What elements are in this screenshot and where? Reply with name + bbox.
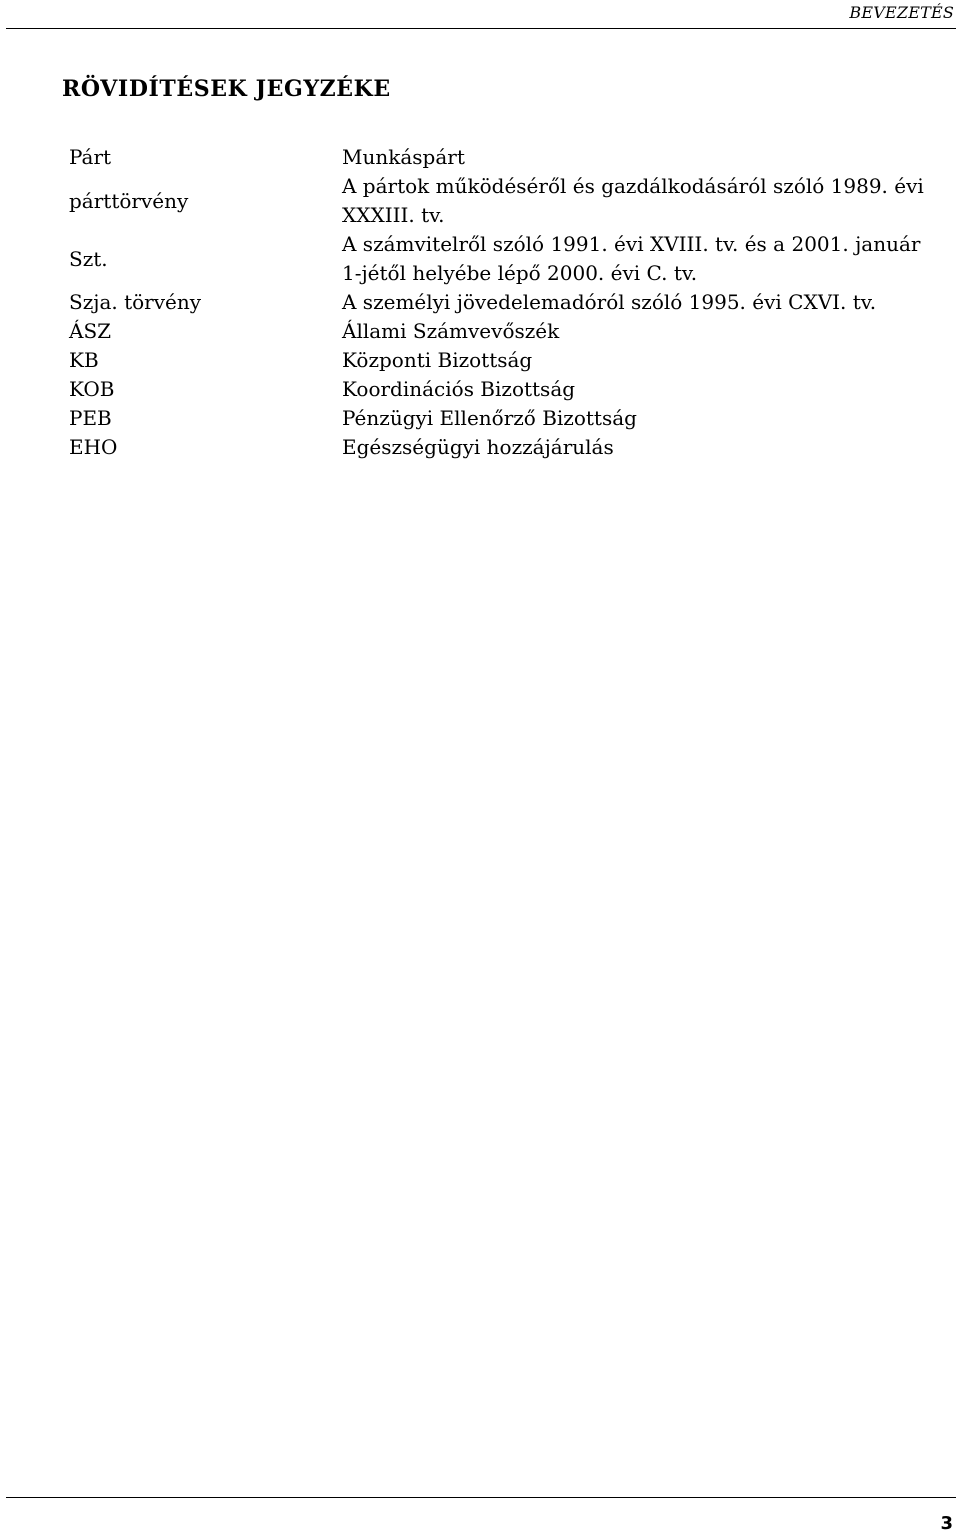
abbreviation-term: Párt xyxy=(69,145,112,169)
abbreviation-term: PEB xyxy=(69,406,112,430)
abbreviation-term: ÁSZ xyxy=(69,319,112,343)
section-title: RÖVIDÍTÉSEK JEGYZÉKE xyxy=(62,76,391,102)
table-row xyxy=(63,288,942,317)
table-row xyxy=(63,404,942,433)
abbreviation-term: Szt. xyxy=(69,246,108,271)
table-row xyxy=(63,433,942,462)
abbreviation-description: Munkáspárt xyxy=(342,145,465,169)
abbreviations-table xyxy=(63,143,942,462)
abbreviation-description: Központi Bizottság xyxy=(342,348,533,372)
table-row xyxy=(63,230,942,288)
table-row xyxy=(63,375,942,404)
table-row xyxy=(63,346,942,375)
abbreviation-term: párttörvény xyxy=(69,188,189,213)
abbreviation-description: A személyi jövedelemadóról szóló 1995. évi CXVI. tv. xyxy=(342,290,877,314)
table-row xyxy=(63,317,942,346)
abbreviation-term: EHO xyxy=(69,435,118,459)
abbreviation-description: A számvitelről szóló 1991. évi XVIII. tv. és a 2001. január 1-jétől helyébe lépő 2000. évi C. tv. xyxy=(342,232,921,285)
abbreviation-description: Pénzügyi Ellenőrző Bizottság xyxy=(342,406,637,430)
table-row xyxy=(63,143,942,172)
abbreviation-description: A pártok működéséről és gazdálkodásáról szóló 1989. évi XXXIII. tv. xyxy=(342,174,924,227)
page-number: 3 xyxy=(940,1513,953,1534)
abbreviation-term: KOB xyxy=(69,377,115,401)
table-row xyxy=(63,172,942,230)
abbreviation-description: Koordinációs Bizottság xyxy=(342,377,576,401)
running-header-title: BEVEZETÉS xyxy=(849,3,954,22)
abbreviation-term: KB xyxy=(69,348,99,372)
header-divider xyxy=(6,28,956,29)
footer-divider xyxy=(6,1497,956,1498)
abbreviation-description: Állami Számvevőszék xyxy=(342,319,560,343)
abbreviation-term: Szja. törvény xyxy=(69,290,202,314)
abbreviation-description: Egészségügyi hozzájárulás xyxy=(342,435,614,459)
